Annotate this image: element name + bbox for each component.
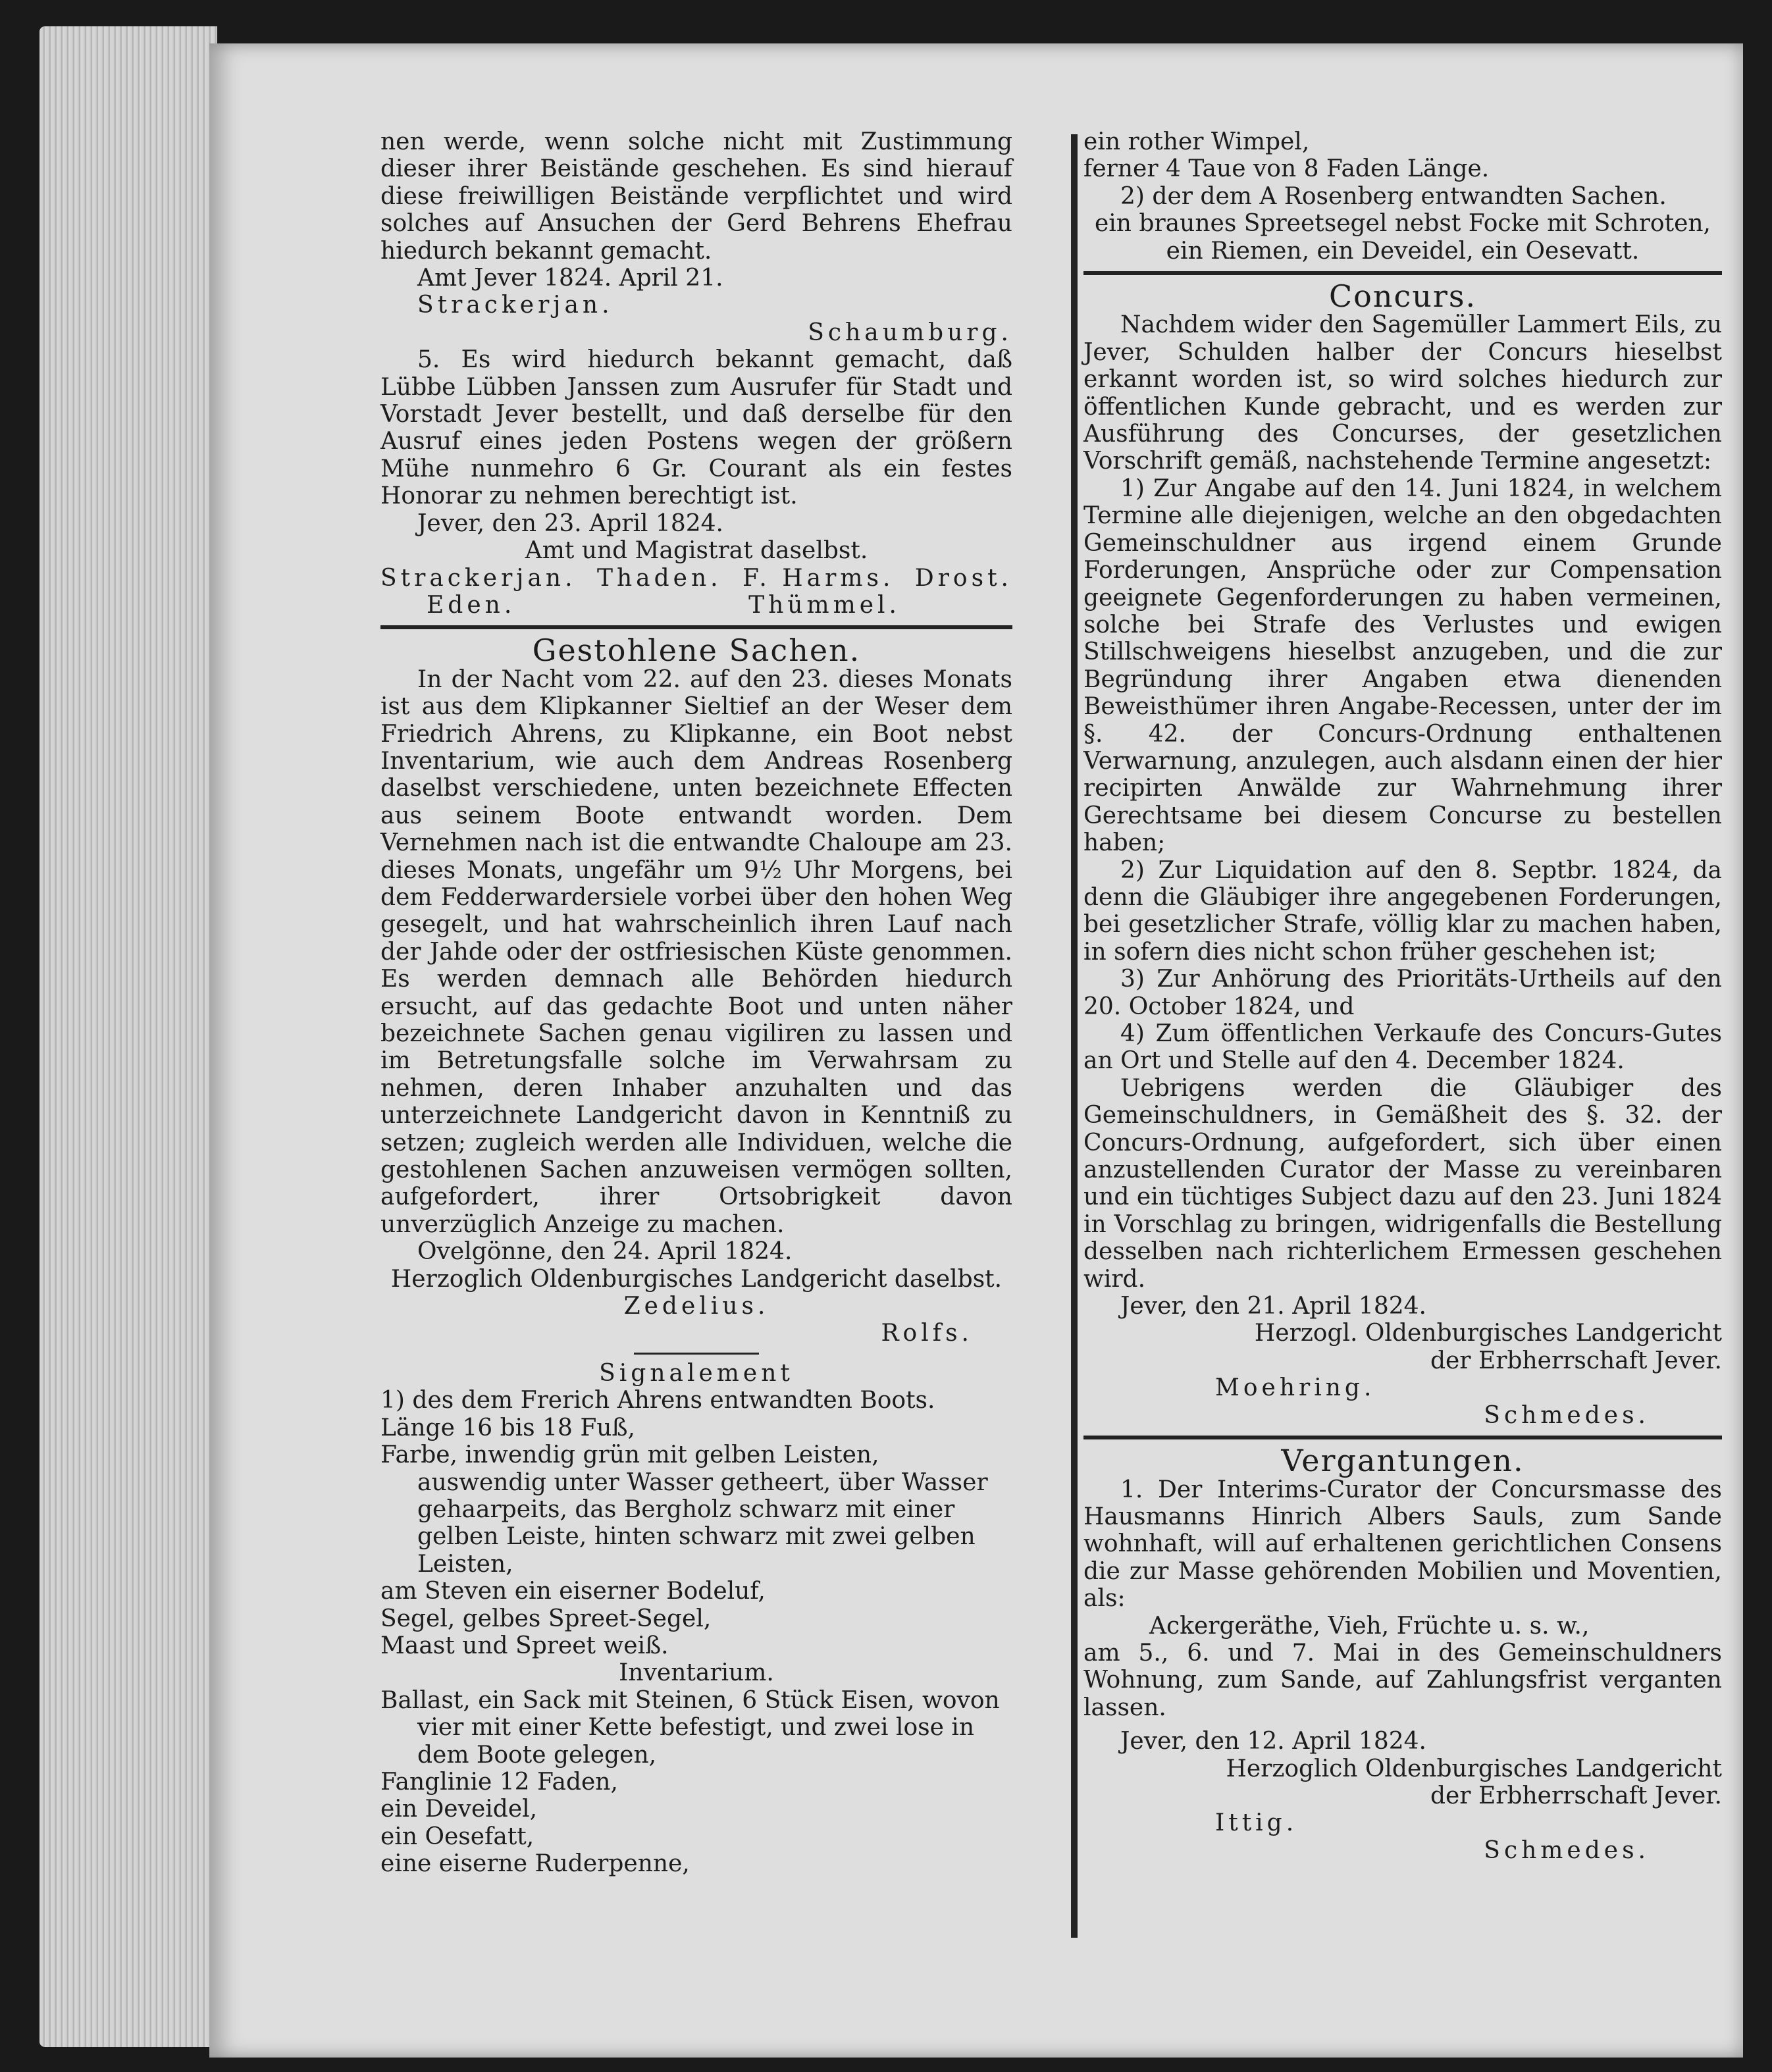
inventory-line: Fanglinie 12 Faden,	[380, 1768, 618, 1796]
signature-strackerjan: Strackerjan.	[417, 292, 613, 319]
signature: Thaden.	[596, 564, 722, 592]
left-column	[380, 128, 1012, 1878]
section-rule	[1083, 1436, 1722, 1439]
concurs-heading: Concurs.	[1328, 278, 1477, 315]
rosenberg-title: 2) der dem A Rosenberg entwandten Sachen.	[1120, 182, 1667, 210]
concurs-more: Uebrigens werden die Gläubiger des Gemeinschuldners, in Gemäßheit des §. 32. der Concurs-Ordnung, aufgefordert, sich über einen anzustellenden Curator der Masse zu vereinbaren und ein tüchtiges Subject dazu auf den 23. Juni 1824 in Vorschlag zu bringen, widrigenfalls die Bestellung desselben nach richterlichem Ermessen geschehen wird.	[1083, 1074, 1722, 1293]
signature-moehring: Moehring.	[1215, 1374, 1376, 1402]
signature: Drost.	[914, 564, 1012, 592]
vergantungen-court: Herzoglich Oldenburgisches Landgericht der Erbherrschaft Jever.	[1226, 1755, 1722, 1809]
right-column	[1083, 128, 1722, 1864]
concurs-term-3: 3) Zur Anhörung des Prioritäts-Urtheils auf den 20. October 1824, und	[1083, 966, 1722, 1020]
column-divider	[1071, 134, 1078, 1938]
signature-ittig: Ittig.	[1215, 1809, 1298, 1837]
inventory-continued: ein rother Wimpel,	[1083, 128, 1310, 155]
intro-paragraph: nen werde, wenn solche nicht mit Zustimmung dieser ihrer Beistände geschehen. Es sind hierauf diese freiwilligen Beistände verpflichtet und wird solches auf Ansuchen der Gerd Behrens Ehefrau hiedurch bekannt gemacht.	[380, 128, 1012, 265]
inventory-continued: ferner 4 Taue von 8 Faden Länge.	[1083, 155, 1490, 183]
inventory-heading: Inventarium.	[619, 1659, 774, 1687]
section-rule	[380, 625, 1012, 629]
vergantungen-date: Jever, den 12. April 1824.	[1120, 1728, 1426, 1755]
boat-line: am Steven ein eiserner Bodeluf,	[380, 1578, 766, 1605]
boat-line: Länge 16 bis 18 Fuß,	[380, 1414, 635, 1441]
rosenberg-items: ein braunes Spreetsegel nebst Focke mit Schroten, ein Riemen, ein Deveidel, ein Oesevatt.	[1094, 210, 1711, 265]
stolen-goods-heading: Gestohlene Sachen.	[532, 633, 861, 669]
concurs-court: Herzogl. Oldenburgisches Landgericht der Erbherrschaft Jever.	[1254, 1320, 1722, 1374]
notice-item-5: 5. Es wird hiedurch bekannt gemacht, daß Lübbe Lübben Janssen zum Ausrufer für Stadt und Vorstadt Jever bestellt, und daß derselbe für den Ausruf eines jeden Postens wegen der größern Mühe nunmehro 6 Gr. Courant als ein festes Honorar zu nehmen berechtigt ist.	[380, 346, 1012, 510]
vergantungen-more: am 5., 6. und 7. Mai in des Gemeinschuldners Wohnung, zum Sande, auf Zahlungsfrist verganten lassen.	[1083, 1639, 1722, 1721]
signature-row-b	[380, 592, 1012, 619]
vergantungen-text: 1. Der Interims-Curator der Concursmasse des Hausmanns Hinrich Albers Sauls, zum Sande wohnhaft, will auf erhaltenen gerichtlichen Consens die zur Masse gehörenden Mobilien und Moventien, als:	[1083, 1476, 1722, 1613]
intro-date: Amt Jever 1824. April 21.	[417, 265, 723, 292]
signature-rolfs: Rolfs.	[881, 1320, 973, 1347]
stolen-goods-text: In der Nacht vom 22. auf den 23. dieses Monats ist aus dem Klipkanner Sieltief an der Weser dem Friedrich Ahrens, zu Klipkanne, ein Boot nebst Inventarium, wie auch dem Andreas Rosenberg daselbst verschiedene, unten bezeichnete Effecten aus seinem Boote entwandt worden. Dem Vernehmen nach ist die entwandte Chaloupe am 23. dieses Monats, ungefähr um 9½ Uhr Morgens, bei dem Fedderwardersiele vorbei über den hohen Weg gesegelt, und hat wahrscheinlich ihren Lauf nach der Jahde oder der ostfriesischen Küste genommen. Es werden demnach alle Behörden hiedurch ersucht, auf das gedachte Boot und unten näher bezeichnete Sachen genau vigiliren zu lassen und im Betretungsfalle solche im Verwahrsam zu nehmen, deren Inhaber anzuhalten und das unterzeichnete Landgericht davon in Kenntniß zu setzen; zugleich werden alle Individuen, welche die gestohlenen Sachen anzuweisen vermögen sollten, aufgefordert, ihrer Ortsobrigkeit davon unverzüglich Anzeige zu machen.	[380, 665, 1012, 1238]
concurs-text: Nachdem wider den Sagemüller Lammert Eils, zu Jever, Schulden halber der Concurs hieselbst erkannt worden ist, so wird solches hiedurch zur öffentlichen Kunde gebracht, und es werden zur Ausführung des Concurses, der gesetzlichen Vorschrift gemäß, nachstehende Termine angesetzt:	[1083, 311, 1722, 475]
inventory-line: eine eiserne Ruderpenne,	[380, 1850, 690, 1878]
inventory-line: ein Deveidel,	[380, 1796, 538, 1823]
inventory-line: ein Oesefatt,	[380, 1823, 534, 1850]
signature-schmedes: Schmedes.	[1484, 1401, 1650, 1429]
boat-line: Farbe, inwendig grün mit gelben Leisten, auswendig unter Wasser getheert, über Wasser gehaarpeits, das Bergholz schwarz mit einer gelben Leiste, hinten schwarz mit zwei gelben Leisten,	[380, 1441, 988, 1578]
concurs-term-1: 1) Zur Angabe auf den 14. Juni 1824, in welchem Termine alle diejenigen, welche an den obgedachten Gemeinschuldner aus irgend einem Grunde Forderungen, Ansprüche oder zur Compensation geeignete Gegenforderungen zu haben vermeinen, solche bei Strafe des Verlustes und ewigen Stillschweigens hieselbst anzugeben, und die zur Begründung ihrer Angaben etwa dienenden Beweisthümer ihren Angabe-Recessen, unter der im §. 42. der Concurs-Ordnung enthaltenen Verwarnung, anzulegen, auch alsdann einen der hier recipirten Anwälde zur Wahrnehmung ihrer Gerechtsame bei diesem Concurse zu bestellen haben;	[1083, 475, 1722, 857]
signature-row-a	[380, 565, 1012, 592]
section-rule	[1083, 271, 1722, 275]
vergantungen-items: Ackergeräthe, Vieh, Früchte u. s. w.,	[1149, 1612, 1590, 1640]
signature-zedelius: Zedelius.	[623, 1293, 769, 1320]
signature-schaumburg: Schaumburg.	[808, 319, 1012, 346]
inventory-line: Ballast, ein Sack mit Steinen, 6 Stück Eisen, wovon vier mit einer Kette befestigt, und zwei lose in dem Boote gelegen,	[380, 1686, 1000, 1769]
book-page-edges	[39, 26, 217, 2047]
signature: Thümmel.	[748, 591, 900, 619]
notice-item-5-office: Amt und Magistrat daselbst.	[525, 537, 868, 565]
signalement-heading: Signalement	[599, 1359, 794, 1387]
signature-schmedes-2: Schmedes.	[1484, 1836, 1650, 1864]
short-rule	[634, 1353, 759, 1355]
boat-line: Segel, gelbes Spreet-Segel,	[380, 1605, 712, 1632]
vergantungen-heading: Vergantungen.	[1281, 1443, 1524, 1479]
boat-title: 1) des dem Frerich Ahrens entwandten Boots.	[380, 1387, 935, 1414]
boat-line: Maast und Spreet weiß.	[380, 1632, 669, 1659]
stolen-goods-date: Ovelgönne, den 24. April 1824.	[417, 1238, 793, 1266]
signature: Eden.	[427, 591, 516, 619]
notice-item-5-date: Jever, den 23. April 1824.	[417, 509, 723, 537]
concurs-term-4: 4) Zum öffentlichen Verkaufe des Concurs-Gutes an Ort und Stelle auf den 4. December 1824.	[1083, 1020, 1722, 1075]
signature: Strackerjan.	[380, 564, 577, 592]
concurs-date: Jever, den 21. April 1824.	[1120, 1293, 1426, 1320]
signature: F. Harms.	[743, 564, 895, 592]
concurs-term-2: 2) Zur Liquidation auf den 8. Septbr. 1824, da denn die Gläubiger ihre angegebenen Forderungen, bei gesetzlicher Strafe, völlig klar zu machen haben, in sofern dies nicht schon früher geschehen ist;	[1083, 856, 1722, 966]
stolen-goods-court: Herzoglich Oldenburgisches Landgericht daselbst.	[390, 1265, 1003, 1293]
